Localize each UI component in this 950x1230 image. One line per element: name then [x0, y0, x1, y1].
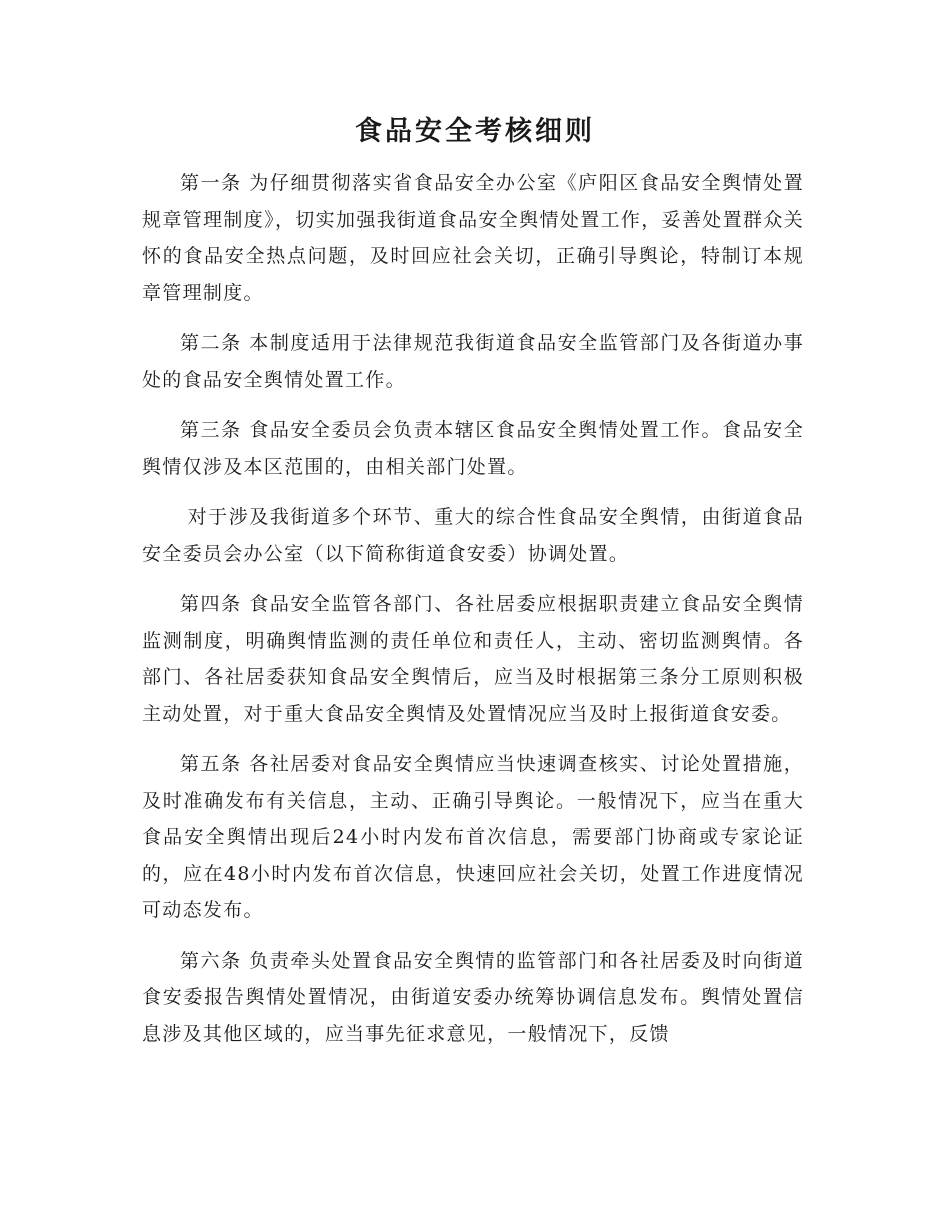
article-5-paragraph: 第五条 各社居委对食品安全舆情应当快速调查核实、讨论处置措施，及时准确发布有关信息，主动、正确引导舆论。一般情况下，应当在重大食品安全舆情出现后24小时内发布首次信息，需要部门协商或专家论证的，应在48小时内发布首次信息，快速回应社会关切，处置工作进度情况可动态发布。 [142, 753, 804, 921]
document-body [142, 165, 804, 1066]
article-2-paragraph: 第二条 本制度适用于法律规范我街道食品安全监管部门及各街道办事处的食品安全舆情处置工作。 [142, 332, 804, 391]
article-1-paragraph: 第一条 为仔细贯彻落实省食品安全办公室《庐阳区食品安全舆情处置规章管理制度》，切实加强我街道食品安全舆情处置工作，妥善处置群众关怀的食品安全热点问题，及时回应社会关切，正确引导舆论，特制订本规章管理制度。 [142, 172, 804, 304]
article-3-paragraph: 第三条 食品安全委员会负责本辖区食品安全舆情处置工作。食品安全舆情仅涉及本区范围的，由相关部门处置。 [142, 419, 804, 478]
article-6-paragraph: 第六条 负责牵头处置食品安全舆情的监管部门和各社居委及时向街道食安委报告舆情处置情况，由街道安委办统筹协调信息发布。舆情处置信息涉及其他区域的，应当事先征求意见，一般情况下，反馈 [142, 949, 804, 1045]
article-4-paragraph: 第四条 食品安全监管各部门、各社居委应根据职责建立食品安全舆情监测制度，明确舆情监测的责任单位和责任人，主动、密切监测舆情。各部门、各社居委获知食品安全舆情后，应当及时根据第三条分工原则积极主动处置，对于重大食品安全舆情及处置情况应当及时上报街道食安委。 [142, 593, 804, 725]
article-3-continuation-paragraph: 对于涉及我街道多个环节、重大的综合性食品安全舆情，由街道食品安全委员会办公室（以下简称街道食安委）协调处置。 [142, 506, 804, 565]
document-title: 食品安全考核细则 [355, 116, 595, 147]
